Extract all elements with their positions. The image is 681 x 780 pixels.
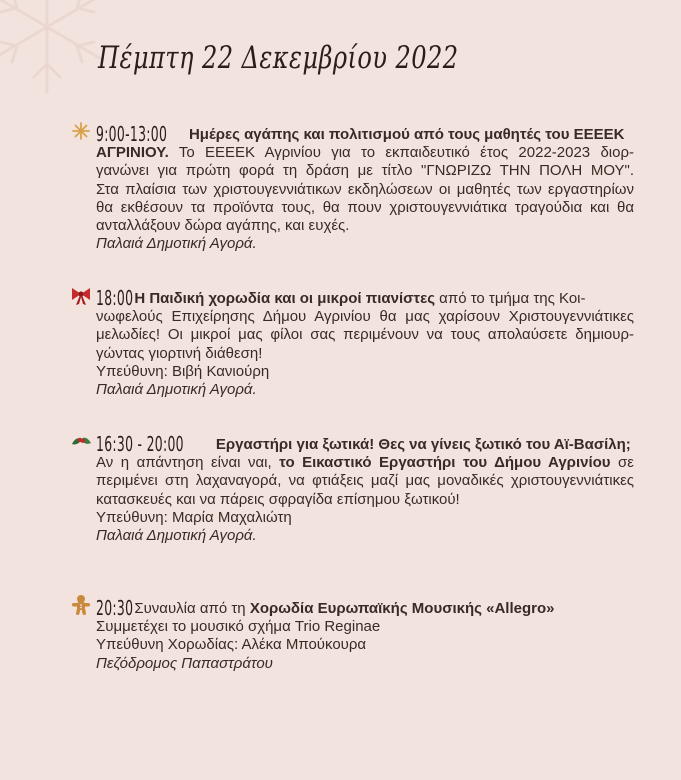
event-line: νωφελούς Επιχείρησης Δήμου Αγρινίου θα μας χαρίσουν Χριστουγεννιάτικες: [96, 308, 634, 326]
event-item: [96, 432, 634, 545]
holly-icon: [70, 430, 92, 452]
event-line: Συμμετέχει το μουσικό σχήμα Trio Reginae: [96, 618, 381, 636]
event-line: Στα πλαίσια των χριστουγεννιάτικων εκδηλώσεων οι μαθητές των εργαστηρίων: [96, 180, 634, 198]
event-heading: 18:00 Η Παιδική χορωδία και οι μικροί πιανίστες από το τμήμα της Κοι-: [96, 286, 586, 310]
event-title: Χορωδία Ευρωπαϊκής Μουσικής «Allegro»: [249, 600, 555, 617]
event-heading: [96, 122, 634, 146]
event-line: γώντας γιορτινή διάθεση!: [96, 344, 263, 362]
event-time: 20:30: [96, 596, 134, 620]
event-responsible: Υπεύθυνη: Μαρία Μαχαλιώτη: [96, 508, 292, 526]
event-item: [96, 122, 634, 253]
event-location: Παλαιά Δημοτική Αγορά.: [96, 381, 257, 399]
event-title-cont: ΑΓΡΙΝΙΟΥ.: [96, 144, 169, 162]
event-line: Αν η απάντηση είναι ναι, το Εικαστικό Εργαστήρι του Δήμου Αγρινίου σε: [96, 454, 634, 472]
event-line: μελωδίες! Οι μικροί μας φίλοι σας περιμένουν να τους απολαύσετε δημιουρ-: [96, 326, 634, 344]
event-line: γανώνει για πρώτη φορά τη δράση με τίτλο "ΓΝΩΡΙΖΩ ΤΗΝ ΠΟΛΗ ΜΟΥ".: [96, 162, 634, 180]
event-line: περιμένει στη λαχαναγορά, να φτιάξεις μαζί μας μοναδικές χριστουγεννιάτικες: [96, 472, 634, 490]
event-responsible: Υπεύθυνη: Βιβή Κανιούρη: [96, 362, 270, 380]
event-title: Ημέρες αγάπης και πολιτισμού από τους μαθητές του ΕΕΕΕΚ: [188, 126, 625, 143]
event-title: Η Παιδική χορωδία και οι μικροί πιανίστες: [134, 290, 436, 307]
event-time: 18:00: [96, 286, 134, 310]
event-line: ανταλλάξουν δώρα αγάπης, και ευχές.: [96, 217, 350, 235]
event-line: θα εκθέσουν τα προϊόντα τους, θα πουν χριστουγεννιάτικα τραγούδια και θα: [96, 198, 634, 216]
event-line: ΑΓΡΙΝΙΟΥ. Το ΕΕΕΕΚ Αγρινίου για το εκπαιδευτικό έτος 2022-2023 διορ-: [96, 144, 634, 162]
event-location: Παλαιά Δημοτική Αγορά.: [96, 235, 257, 253]
event-line: κατασκευές και να πάρεις σφραγίδα επίσημου ξωτικού!: [96, 490, 460, 508]
event-location: Παλαιά Δημοτική Αγορά.: [96, 527, 257, 545]
event-item: [96, 286, 634, 399]
event-time: 16:30 - 20:00: [96, 432, 184, 456]
gingerbread-icon: [70, 594, 92, 616]
event-time: 9:00-13:00: [96, 122, 168, 146]
event-line: Υπεύθυνη Χορωδίας: Αλέκα Μπούκουρα: [96, 636, 367, 654]
snowflake-icon: [70, 120, 92, 142]
bow-icon: [70, 284, 92, 306]
event-title: Εργαστήρι για ξωτικά! Θες να γίνεις ξωτικό του Αϊ-Βασίλη;: [215, 436, 631, 453]
page-title: Πέμπτη 22 Δεκεμβρίου 2022: [98, 40, 459, 76]
event-heading: 20:30 Συναυλία από τη Χορωδία Ευρωπαϊκής Μουσικής «Allegro»: [96, 596, 555, 620]
event-heading: [96, 432, 634, 456]
event-location: Πεζόδρομος Παπαστράτου: [96, 654, 273, 672]
event-item: [96, 596, 634, 673]
